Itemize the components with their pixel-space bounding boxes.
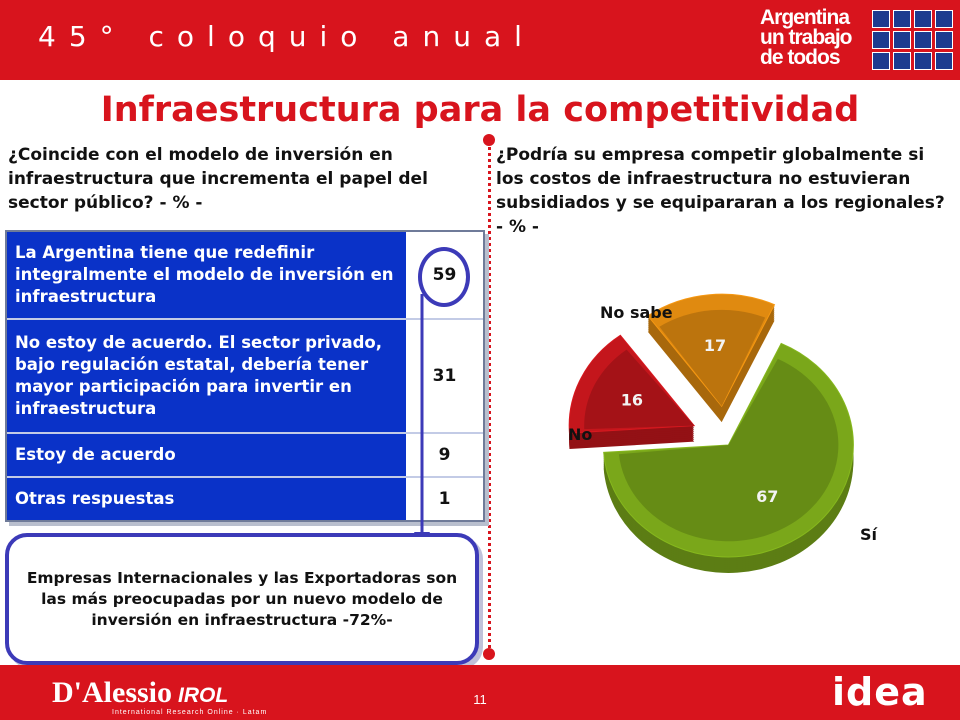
dotted-divider	[488, 140, 491, 655]
dalessio-logo: D'Alessio IROL International Research Online · Latam	[52, 676, 268, 716]
pie-category-label: Sí	[860, 525, 878, 544]
page-number: 11	[473, 692, 487, 707]
pie-category-label: No	[568, 425, 593, 444]
pie-value-label: 17	[703, 335, 727, 355]
logo-words: Argentina un trabajo de todos	[760, 6, 852, 69]
logo-icon-grid	[872, 10, 954, 72]
row-value: 59	[403, 232, 483, 318]
row-label: No estoy de acuerdo. El sector privado, bajo regulación estatal, debería tener mayor participación para invertir en infraestructura	[7, 320, 403, 432]
row-label: Otras respuestas	[7, 478, 403, 520]
callout-box	[5, 533, 479, 665]
header-bar	[0, 0, 960, 80]
row-value: 1	[403, 478, 483, 520]
idea-logo: idea	[832, 670, 928, 714]
pie-category-label: No sabe	[600, 303, 673, 322]
right-question: ¿Podría su empresa competir globalmente si los costos de infraestructura no estuvieran subsidiados y se equipararan a los regionales? - % -	[496, 145, 945, 237]
arrow-connector	[410, 290, 434, 552]
divider-dot-bottom	[483, 648, 495, 660]
row-label: La Argentina tiene que redefinir integralmente el modelo de inversión en infraestructura	[7, 232, 403, 318]
pie-chart	[540, 290, 960, 620]
event-title: 45° coloquio anual	[38, 20, 535, 53]
pie-value-label: 67	[756, 486, 779, 506]
left-question: ¿Coincide con el modelo de inversión en infraestructura que incrementa el papel del sector público? - % -	[8, 145, 428, 213]
pie-value-label: 16	[620, 390, 644, 410]
argentina-logo	[760, 8, 960, 74]
row-value: 9	[403, 434, 483, 476]
divider-dot-top	[483, 134, 495, 146]
callout-text: Empresas Internacionales y las Exportadoras son las más preocupadas por un nuevo modelo de inversión en infraestructura -72%-	[26, 568, 458, 629]
page-title: Infraestructura para la competitividad	[100, 90, 860, 130]
row-value: 31	[403, 320, 483, 432]
row-label: Estoy de acuerdo	[7, 434, 403, 476]
